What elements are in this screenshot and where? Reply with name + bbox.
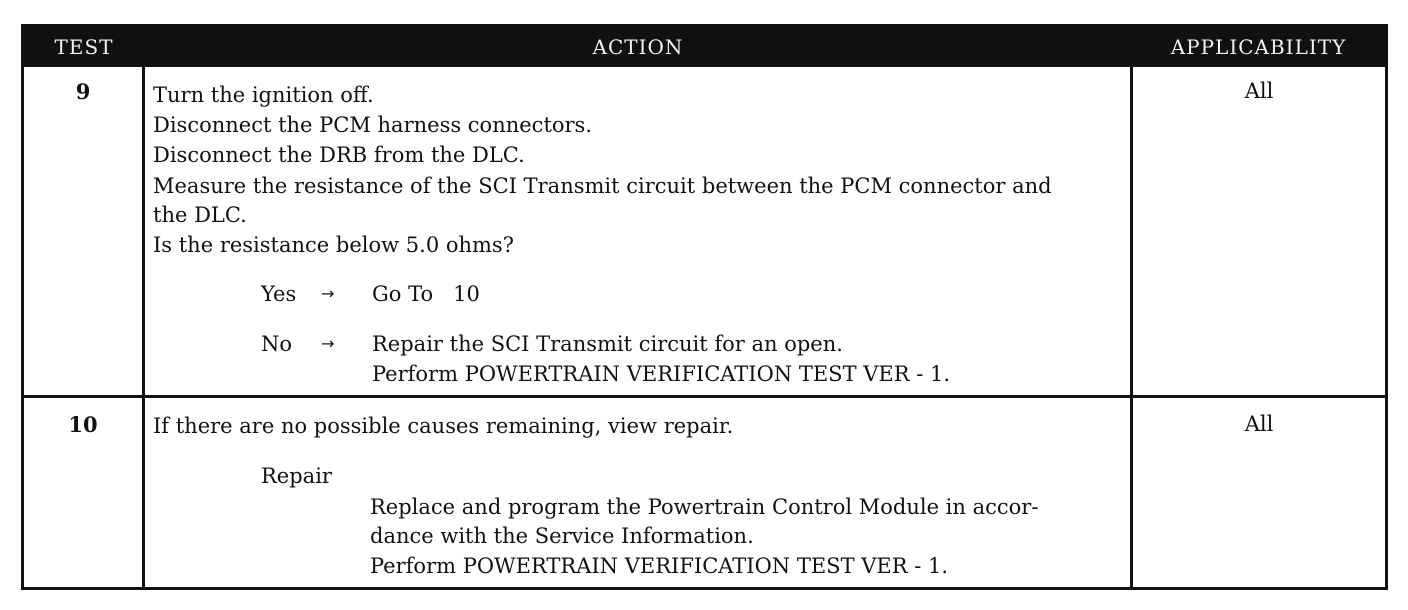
test-number: 10	[68, 412, 98, 437]
no-result: Perform POWERTRAIN VERIFICATION TEST VER - 1.	[372, 362, 951, 386]
action-line: Disconnect the DRB from the DLC.	[153, 143, 525, 167]
action-line: Measure the resistance of the SCI Transmit circuit between the PCM connector and	[153, 174, 1052, 198]
repair-line: Replace and program the Powertrain Control Module in accor-	[370, 495, 1039, 519]
applicability-value: All	[1244, 79, 1274, 103]
header-applicability: APPLICABILITY	[1170, 35, 1347, 59]
right-arrow-icon: →	[321, 284, 335, 303]
action-line: the DLC.	[153, 203, 247, 227]
yes-label: Yes	[261, 282, 297, 306]
right-arrow-icon: →	[321, 334, 335, 353]
no-label: No	[261, 332, 293, 356]
column-divider	[142, 67, 145, 587]
repair-label: Repair	[261, 464, 332, 488]
no-result: Repair the SCI Transmit circuit for an open.	[372, 332, 843, 356]
header-action: ACTION	[592, 35, 684, 59]
applicability-value: All	[1244, 412, 1274, 436]
repair-line: dance with the Service Information.	[370, 524, 754, 548]
diagnostic-test-table	[21, 24, 1388, 590]
table-header	[24, 27, 1385, 67]
action-line: Is the resistance below 5.0 ohms?	[153, 233, 514, 257]
action-line: Disconnect the PCM harness connectors.	[153, 113, 593, 137]
repair-line: Perform POWERTRAIN VERIFICATION TEST VER - 1.	[370, 554, 949, 578]
row-divider	[24, 395, 1385, 398]
column-divider	[1130, 67, 1133, 587]
yes-result: Go To 10	[372, 282, 480, 306]
test-number: 9	[75, 79, 91, 104]
action-line: Turn the ignition off.	[153, 83, 374, 107]
action-line: If there are no possible causes remaining, view repair.	[153, 414, 734, 438]
header-test: TEST	[54, 35, 114, 59]
